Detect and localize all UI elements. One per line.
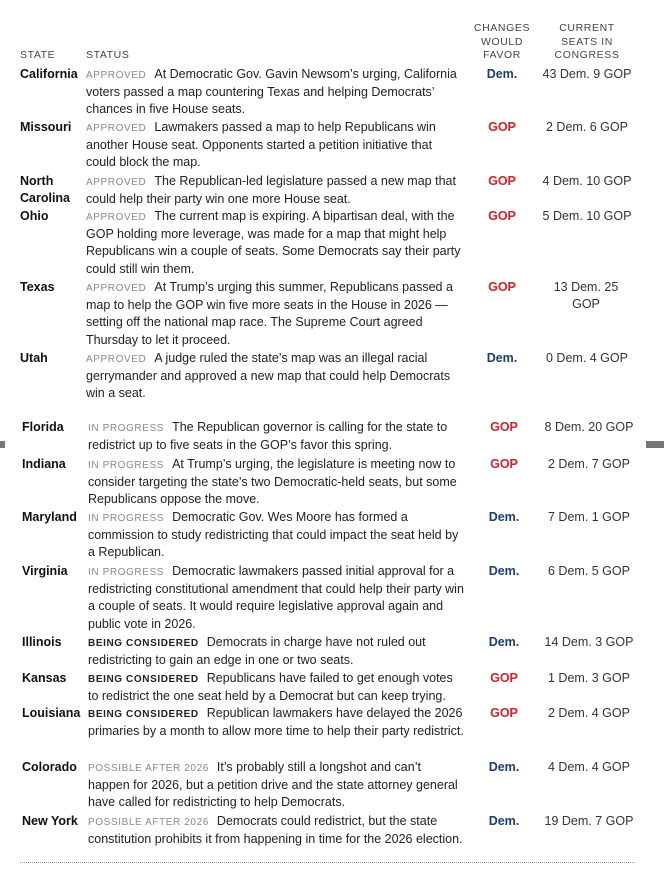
current-seats: 14 Dem. 3 GOP (544, 635, 634, 649)
status-text: A judge ruled the state’s map was an illegal racial gerrymander and approved a new map that could help Democrats win a seat. (86, 351, 451, 401)
status-tag: POSSIBLE AFTER 2026 (88, 817, 209, 828)
status-tag: BEING CONSIDERED (88, 638, 199, 649)
status-text: The current map is expiring. A bipartisan deal, with the GOP holding more leverage, was made for a map that might help Republicans win a couple of seats. Some Democrats say their party could still win them. (86, 209, 461, 276)
status-tag: IN PROGRESS (88, 513, 165, 524)
current-seats: 43 Dem. 9 GOP (542, 67, 632, 81)
current-seats: 5 Dem. 10 GOP (542, 209, 632, 223)
status-cell (86, 173, 464, 208)
status-cell (88, 705, 466, 740)
status-text: At Trump’s urging, the legislature is meeting now to consider targeting the state’s two Democratic-held seats, but some Republicans oppose the move. (88, 457, 457, 507)
status-tag: APPROVED (86, 177, 147, 188)
current-seats: 13 Dem. 25 GOP (553, 280, 619, 311)
status-tag: APPROVED (86, 283, 147, 294)
status-cell (86, 66, 464, 119)
state-name-louisiana: Louisiana (22, 706, 81, 720)
current-seats: 0 Dem. 4 GOP (546, 351, 628, 365)
current-seats: 6 Dem. 5 GOP (548, 564, 630, 578)
header-seats (541, 22, 633, 63)
status-tag: IN PROGRESS (88, 567, 165, 578)
current-seats: 2 Dem. 4 GOP (548, 706, 630, 720)
status-text: The Republican-led legislature passed a new map that could help their party win one more House seat. (86, 174, 456, 206)
header-favor-line3: FAVOR (483, 49, 521, 61)
status-cell (88, 563, 466, 633)
header-seats-line3: CONGRESS (554, 49, 620, 61)
current-seats: 2 Dem. 6 GOP (546, 120, 628, 134)
left-edge-marker (0, 441, 5, 448)
state-name-missouri: Missouri (20, 120, 72, 134)
status-cell (86, 119, 464, 172)
state-name-florida: Florida (22, 420, 64, 434)
status-cell (88, 670, 466, 705)
header-favor-line2: WOULD (480, 35, 524, 48)
status-text: Democrats in charge have not ruled out redistricting to gain an edge in one or two seats. (88, 635, 426, 667)
header-status: STATUS (86, 49, 130, 61)
favor-party: Dem. (486, 67, 518, 81)
status-cell (86, 279, 464, 349)
state-name-virginia: Virginia (22, 564, 68, 578)
state-name-indiana: Indiana (22, 457, 66, 471)
status-cell (88, 419, 466, 454)
state-name-colorado: Colorado (22, 760, 77, 774)
bottom-divider (20, 862, 635, 863)
favor-party: GOP (490, 457, 518, 471)
status-text: Republicans have failed to get enough votes to redistrict the one seat held by a Democrat but can keep trying. (88, 671, 453, 703)
status-cell (88, 759, 466, 812)
status-text: Democratic lawmakers passed initial approval for a redistricting constitutional amendment that could help their party win a couple of seats. It would require legislative approval again and public vote in 2026. (88, 564, 464, 631)
status-text: Democratic Gov. Wes Moore has formed a commission to study redistricting that could impact the seat held by a Republican. (88, 510, 459, 560)
header-favor-line1: CHANGES (473, 22, 531, 34)
state-name-illinois: Illinois (22, 635, 62, 649)
status-tag: BEING CONSIDERED (88, 709, 199, 720)
status-text: At Democratic Gov. Gavin Newsom’s urging, California voters passed a map countering Texas and helping Democrats’ chances in five House seats. (86, 67, 457, 117)
status-text: It’s probably still a longshot and can’t happen for 2026, but a petition drive and the state attorney general have called for redistricting to help Democrats. (88, 760, 458, 810)
status-text: Lawmakers passed a map to help Republicans win another House seat. Opponents started a petition initiative that could block the map. (86, 120, 436, 170)
favor-party: Dem. (488, 814, 520, 828)
favor-party: Dem. (486, 351, 518, 365)
state-name-california: California (20, 67, 78, 81)
status-tag: IN PROGRESS (88, 423, 165, 434)
current-seats: 7 Dem. 1 GOP (548, 510, 630, 524)
right-edge-marker (646, 441, 664, 448)
favor-party: Dem. (488, 510, 520, 524)
header-seats-line1: CURRENT (559, 22, 615, 34)
favor-party: Dem. (488, 635, 520, 649)
favor-party: GOP (488, 120, 516, 134)
current-seats: 19 Dem. 7 GOP (544, 814, 634, 828)
favor-party: Dem. (488, 564, 520, 578)
header-seats-line2: SEATS IN (561, 35, 613, 48)
status-text: The Republican governor is calling for the state to redistrict up to five seats in the GOP’s favor this spring. (88, 420, 448, 452)
favor-party: GOP (490, 420, 518, 434)
state-name-texas: Texas (20, 280, 55, 294)
favor-party: GOP (488, 174, 516, 188)
header-favor (466, 22, 538, 63)
status-tag: APPROVED (86, 212, 147, 223)
state-name-utah: Utah (20, 351, 48, 365)
state-name-new-york: New York (22, 814, 78, 828)
status-cell (88, 509, 466, 562)
status-cell (88, 456, 466, 509)
favor-party: GOP (490, 706, 518, 720)
favor-party: GOP (488, 209, 516, 223)
current-seats: 2 Dem. 7 GOP (548, 457, 630, 471)
current-seats: 4 Dem. 10 GOP (542, 174, 632, 188)
status-cell (88, 634, 466, 669)
status-text: At Trump’s urging this summer, Republicans passed a map to help the GOP win five more seats in the House in 2026 — setting off the national map race. The Supreme Court agreed Thursday to let it proceed. (86, 280, 453, 347)
current-seats: 1 Dem. 3 GOP (548, 671, 630, 685)
status-text: Democrats could redistrict, but the state constitution prohibits it from happening in time for the 2026 election. (88, 814, 463, 846)
status-tag: APPROVED (86, 354, 147, 365)
state-name-ohio: Ohio (20, 209, 49, 223)
state-name-kansas: Kansas (22, 671, 67, 685)
status-cell (88, 813, 466, 848)
status-cell (86, 208, 464, 278)
state-name-north-carolina: North Carolina (20, 174, 71, 205)
favor-party: GOP (490, 671, 518, 685)
status-tag: APPROVED (86, 70, 147, 81)
state-name-maryland: Maryland (22, 510, 77, 524)
status-text: Republican lawmakers have delayed the 2026 primaries by a month to allow more time to help their party redistrict. (88, 706, 464, 738)
favor-party: Dem. (488, 760, 520, 774)
status-tag: IN PROGRESS (88, 460, 165, 471)
header-state: STATE (20, 49, 56, 61)
status-tag: POSSIBLE AFTER 2026 (88, 763, 209, 774)
current-seats: 4 Dem. 4 GOP (548, 760, 630, 774)
status-cell (86, 350, 464, 403)
favor-party: GOP (488, 280, 516, 294)
status-tag: BEING CONSIDERED (88, 674, 199, 685)
status-tag: APPROVED (86, 123, 147, 134)
current-seats: 8 Dem. 20 GOP (544, 420, 634, 434)
